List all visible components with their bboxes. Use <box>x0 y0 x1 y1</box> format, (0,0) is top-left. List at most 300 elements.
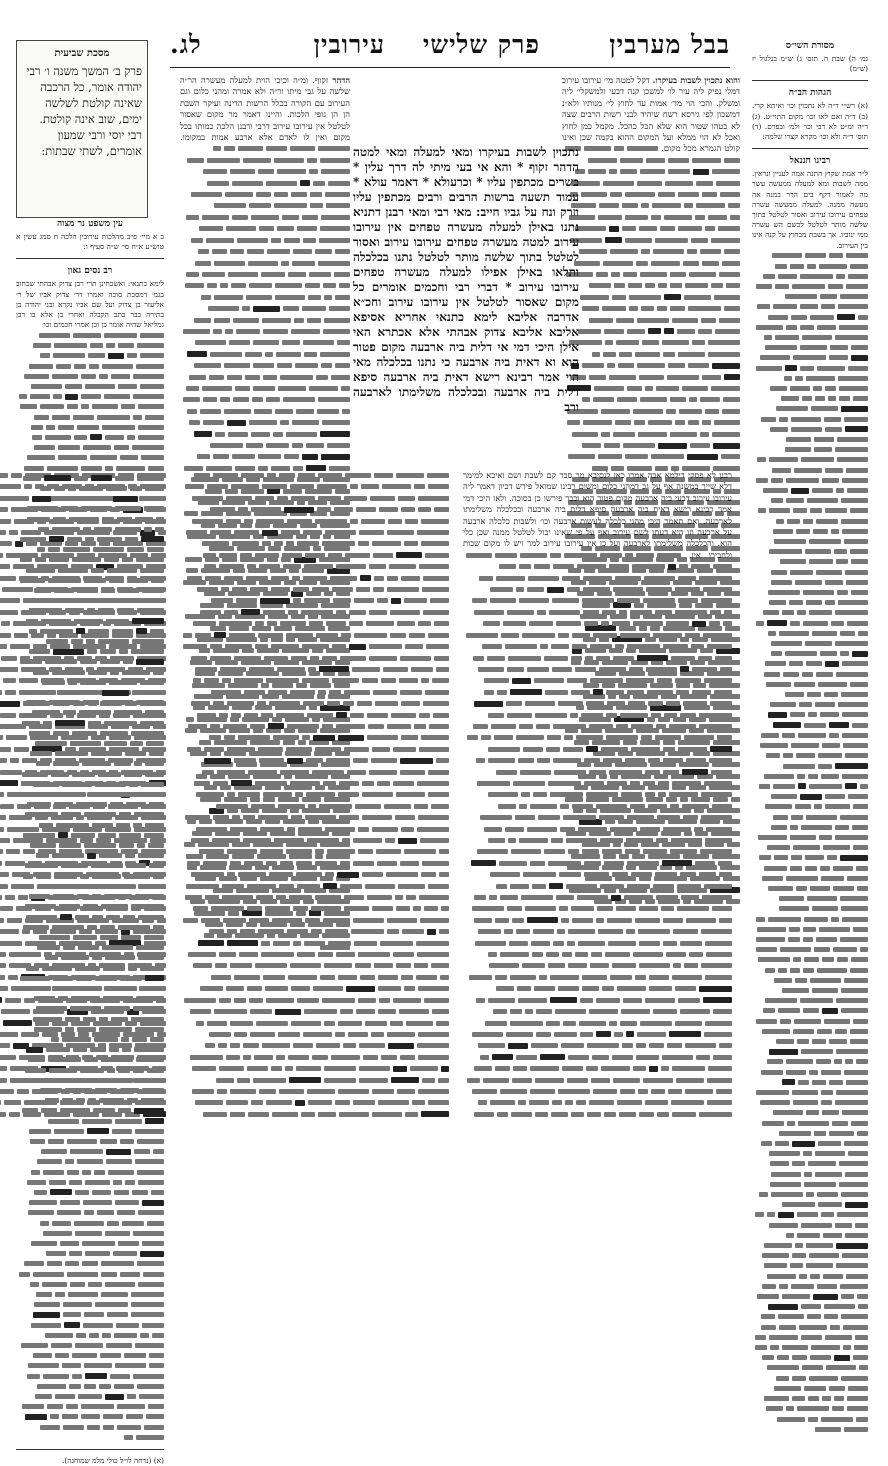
text-glyph-run <box>89 690 99 695</box>
text-glyph-run <box>309 386 338 391</box>
text-glyph-run <box>559 906 568 911</box>
text-glyph-run <box>246 295 272 300</box>
text-glyph-run <box>95 782 126 787</box>
text-glyph-run <box>70 741 101 746</box>
text-glyph-run <box>759 1192 768 1197</box>
text-glyph-run <box>151 578 164 583</box>
text-glyph-run <box>596 998 620 1003</box>
text-glyph-run <box>293 249 312 254</box>
text-glyph-run <box>821 1070 841 1075</box>
text-glyph-run <box>238 872 266 877</box>
text-glyph-run <box>567 1078 588 1083</box>
text-glyph-run <box>666 621 689 626</box>
text-glyph-run <box>649 1043 664 1048</box>
text-glyph-run <box>567 587 580 592</box>
rashi-text: זקוף. ומ״ה וכיכי הוית למעלה מעשרה הר״ה שלשה על גבי מיתו ור״ה ולא אמרה ומהני כלום וגם העירוב עם הקורה בכלל הרשות הדינה ועיקר השבת הן הן גופי הלכות. והיינו דאמר מר מקום שאסור לטלטל אין עירובו עירוב דרבי ורבנן הלכה כמותו בכל מקום ואין לו לאדם אלא ארבע אמות במקומו. <box>180 75 350 143</box>
text-glyph-run <box>689 272 716 277</box>
text-glyph-run <box>490 872 520 877</box>
text-glyph-run <box>790 825 798 830</box>
text-glyph-run <box>33 343 51 348</box>
text-glyph-run <box>145 823 164 828</box>
text-glyph-run <box>85 1180 110 1185</box>
text-glyph-run <box>297 226 317 231</box>
text-glyph-run <box>361 519 385 524</box>
text-glyph-run <box>125 537 138 542</box>
text-glyph-run <box>353 861 374 866</box>
text-glyph-run <box>64 1322 80 1328</box>
text-glyph-run <box>769 1223 798 1228</box>
text-glyph-run <box>309 272 331 277</box>
text-glyph-run <box>271 644 299 649</box>
text-glyph-run <box>101 588 115 593</box>
text-glyph-run <box>612 295 626 300</box>
text-glyph-run <box>108 884 136 889</box>
text-glyph-run <box>341 633 351 638</box>
text-glyph-run <box>649 1066 658 1072</box>
text-glyph-run <box>303 701 324 706</box>
text-glyph-run <box>616 724 628 729</box>
text-glyph-run <box>584 621 598 626</box>
text-glyph-run <box>356 587 370 592</box>
text-glyph-run <box>396 906 410 911</box>
text-glyph-run <box>224 576 243 581</box>
text-glyph-run <box>61 506 78 511</box>
text-glyph-run <box>804 723 826 728</box>
text-glyph-run <box>32 690 54 695</box>
text-glyph-run <box>639 941 660 946</box>
text-glyph-run <box>553 564 574 569</box>
text-glyph-run <box>77 894 89 899</box>
text-glyph-run <box>586 746 598 752</box>
text-glyph-run <box>265 352 273 357</box>
text-glyph-run <box>186 272 199 277</box>
text-glyph-run <box>215 432 225 437</box>
text-glyph-run <box>719 272 740 277</box>
text-glyph-run <box>664 294 681 300</box>
text-glyph-run <box>335 1032 345 1037</box>
text-glyph-run <box>683 701 707 706</box>
text-glyph-run <box>84 1363 112 1368</box>
text-glyph-run <box>758 957 790 962</box>
text-glyph-run <box>306 443 324 448</box>
text-glyph-run <box>797 774 805 779</box>
text-glyph-run <box>784 376 792 381</box>
text-glyph-run <box>552 598 579 603</box>
text-glyph-run <box>75 1343 103 1348</box>
text-glyph-run <box>761 1070 783 1075</box>
text-glyph-run <box>418 1055 449 1060</box>
text-glyph-run <box>638 1089 648 1094</box>
text-glyph-run <box>32 710 60 715</box>
text-glyph-run <box>640 1021 672 1026</box>
text-glyph-run <box>69 1251 82 1256</box>
text-glyph-run <box>519 724 533 729</box>
text-glyph-run <box>323 283 336 288</box>
text-glyph-run <box>846 1080 868 1085</box>
text-glyph-run <box>561 918 569 923</box>
text-glyph-run <box>829 733 839 738</box>
text-glyph-run <box>118 1068 130 1073</box>
text-glyph-run <box>721 454 740 459</box>
text-glyph-run <box>141 536 164 542</box>
text-glyph-run <box>670 849 697 854</box>
rashi-dibbur-hamatchil: הדהר <box>332 75 350 85</box>
text-glyph-run <box>207 484 228 489</box>
text-glyph-run <box>106 1159 132 1164</box>
text-glyph-run <box>119 649 128 654</box>
text-glyph-run <box>546 747 560 752</box>
text-glyph-run <box>135 517 153 522</box>
text-glyph-run <box>367 713 388 718</box>
text-glyph-run <box>421 519 449 524</box>
text-glyph-run <box>602 849 622 854</box>
text-glyph-run <box>248 770 277 775</box>
text-glyph-run <box>365 1021 387 1026</box>
text-glyph-run <box>91 751 122 756</box>
text-glyph-run <box>792 1161 805 1166</box>
text-glyph-run <box>847 1396 868 1401</box>
text-glyph-run <box>841 1192 868 1197</box>
text-glyph-run <box>249 998 263 1003</box>
text-glyph-run <box>860 947 868 952</box>
text-glyph-run <box>148 843 164 848</box>
text-glyph-run <box>710 701 732 706</box>
text-glyph-run <box>33 1353 52 1358</box>
text-glyph-run <box>657 678 672 683</box>
text-glyph-run <box>261 713 273 718</box>
text-glyph-run <box>558 701 583 706</box>
text-glyph-run <box>74 1221 104 1226</box>
divider <box>16 258 164 259</box>
text-glyph-run <box>801 1335 822 1340</box>
text-glyph-run <box>565 1100 573 1105</box>
text-glyph-run <box>141 496 164 501</box>
text-glyph-run <box>611 895 621 901</box>
text-glyph-run <box>829 722 849 728</box>
text-glyph-run <box>54 1129 84 1134</box>
text-glyph-run <box>788 937 800 942</box>
text-glyph-run <box>855 1223 868 1228</box>
text-glyph-run <box>694 827 703 832</box>
text-glyph-run <box>320 352 350 357</box>
text-glyph-run <box>106 343 115 348</box>
text-glyph-run <box>213 454 229 459</box>
text-glyph-run <box>406 895 416 900</box>
text-glyph-run <box>700 849 732 854</box>
text-glyph-run <box>302 306 326 311</box>
text-glyph-run <box>308 1100 332 1105</box>
text-glyph-run <box>480 1055 489 1060</box>
text-glyph-run <box>815 1151 845 1156</box>
text-glyph-run <box>193 678 201 683</box>
text-glyph-run <box>306 792 335 797</box>
text-glyph-run <box>193 963 212 968</box>
text-glyph-run <box>65 1017 80 1022</box>
text-glyph-run <box>53 761 79 766</box>
text-glyph-run <box>263 610 285 615</box>
text-glyph-run <box>27 1374 40 1379</box>
text-glyph-run <box>601 747 628 752</box>
text-glyph-run <box>768 631 776 636</box>
text-glyph-run <box>263 329 288 334</box>
text-glyph-run <box>271 238 281 243</box>
text-glyph-run <box>272 1112 298 1117</box>
text-glyph-run <box>472 598 487 603</box>
text-glyph-run <box>25 904 56 909</box>
text-glyph-run <box>604 443 620 448</box>
text-glyph-run <box>800 325 814 330</box>
text-glyph-run <box>249 667 274 672</box>
text-glyph-run <box>213 815 229 820</box>
text-glyph-run <box>194 431 212 437</box>
text-glyph-run <box>691 238 708 243</box>
text-glyph-run <box>835 447 868 452</box>
header-tractate: עירובין <box>313 30 385 59</box>
text-glyph-run <box>26 700 46 705</box>
text-glyph-run <box>81 1404 114 1409</box>
text-glyph-run <box>438 1078 449 1083</box>
text-glyph-run <box>255 644 268 649</box>
text-glyph-run <box>539 975 547 980</box>
text-glyph-run <box>630 781 640 786</box>
text-glyph-run <box>217 770 245 775</box>
text-glyph-run <box>850 508 868 513</box>
text-glyph-run <box>55 1394 75 1399</box>
text-glyph-run <box>95 496 110 501</box>
text-glyph-run <box>362 815 392 820</box>
text-glyph-run <box>601 409 630 414</box>
text-glyph-run <box>854 1345 868 1350</box>
text-glyph-run <box>136 996 164 1001</box>
text-glyph-run <box>102 945 133 950</box>
text-glyph-run <box>672 1066 705 1071</box>
text-glyph-run <box>571 656 582 661</box>
text-glyph-run <box>510 975 536 980</box>
text-glyph-run <box>324 295 332 300</box>
text-glyph-run <box>206 238 234 243</box>
text-glyph-run <box>105 1282 135 1287</box>
text-glyph-run <box>497 1112 508 1117</box>
text-glyph-run <box>99 374 108 379</box>
text-glyph-run <box>546 952 559 957</box>
text-glyph-run <box>97 415 130 420</box>
text-glyph-run <box>850 968 868 973</box>
text-glyph-run <box>424 998 449 1003</box>
text-glyph-run <box>348 1032 368 1037</box>
text-glyph-run <box>145 486 164 491</box>
text-glyph-run <box>699 576 732 581</box>
text-glyph-run <box>833 947 857 952</box>
text-glyph-run <box>360 975 375 980</box>
text-glyph-run <box>318 1112 336 1117</box>
text-glyph-run <box>216 1078 234 1083</box>
text-glyph-run <box>814 804 822 809</box>
text-glyph-run <box>88 721 101 726</box>
text-glyph-run <box>809 559 833 564</box>
text-glyph-run <box>25 863 58 868</box>
text-glyph-run <box>238 792 260 797</box>
text-glyph-run <box>23 476 41 481</box>
text-glyph-run <box>684 963 698 968</box>
text-glyph-run <box>405 519 418 524</box>
text-glyph-run <box>756 917 765 922</box>
text-glyph-run <box>707 1078 732 1083</box>
text-glyph-run <box>483 1078 509 1083</box>
text-glyph-run <box>358 952 390 957</box>
page-header <box>170 30 730 70</box>
text-glyph-run <box>38 884 61 889</box>
text-glyph-run <box>142 1241 164 1246</box>
text-glyph-run <box>418 507 431 512</box>
text-glyph-run <box>354 598 374 603</box>
text-glyph-run <box>286 633 313 638</box>
text-glyph-run <box>145 975 164 981</box>
text-glyph-run <box>700 397 720 402</box>
text-glyph-run <box>24 466 44 471</box>
text-glyph-run <box>40 353 50 358</box>
text-glyph-run <box>839 1161 868 1166</box>
text-glyph-run <box>488 952 497 957</box>
text-glyph-run <box>59 1078 91 1083</box>
text-glyph-run <box>51 1037 59 1042</box>
text-glyph-run <box>210 644 222 649</box>
text-glyph-run <box>121 1037 129 1042</box>
text-glyph-run <box>287 827 295 832</box>
text-glyph-run <box>668 363 685 368</box>
text-glyph-run <box>192 519 223 524</box>
text-glyph-run <box>320 431 350 437</box>
text-glyph-run <box>724 610 732 615</box>
text-glyph-run <box>434 507 449 512</box>
text-glyph-run <box>52 670 85 675</box>
text-glyph-run <box>56 364 71 369</box>
text-glyph-run <box>185 283 204 288</box>
text-glyph-run <box>129 782 138 787</box>
text-glyph-run <box>815 1427 841 1432</box>
text-glyph-run <box>76 1333 86 1338</box>
text-glyph-run <box>797 1233 820 1238</box>
text-glyph-run <box>816 937 837 942</box>
text-glyph-run <box>416 975 437 980</box>
text-glyph-run <box>474 1066 492 1071</box>
text-glyph-run <box>797 1406 829 1411</box>
text-glyph-run <box>521 895 553 900</box>
text-glyph-run <box>47 1261 62 1266</box>
text-glyph-run <box>824 1019 850 1024</box>
text-glyph-run <box>134 1108 164 1114</box>
text-glyph-run <box>265 986 288 991</box>
text-glyph-run <box>258 815 288 820</box>
text-glyph-run <box>27 455 55 460</box>
text-glyph-run <box>765 968 775 973</box>
text-glyph-run <box>554 770 586 775</box>
text-glyph-run <box>138 425 164 430</box>
text-glyph-run <box>213 329 222 334</box>
text-glyph-run <box>803 927 816 932</box>
text-glyph-run <box>253 306 280 312</box>
text-glyph-run <box>135 1027 164 1032</box>
text-glyph-run <box>840 651 849 656</box>
text-glyph-run <box>601 1066 630 1071</box>
text-glyph-run <box>71 833 95 838</box>
text-glyph-run <box>585 656 593 661</box>
text-glyph-run <box>153 670 164 675</box>
text-glyph-run <box>266 1100 292 1105</box>
text-glyph-run <box>779 417 788 422</box>
text-glyph-run <box>587 1043 619 1048</box>
text-glyph-run <box>802 396 812 401</box>
text-glyph-run <box>786 437 811 442</box>
text-glyph-run <box>70 1282 85 1287</box>
text-glyph-run <box>809 784 842 789</box>
text-glyph-run <box>108 1170 134 1175</box>
text-glyph-run <box>144 935 164 940</box>
text-glyph-run <box>633 952 663 957</box>
text-glyph-run <box>510 689 542 695</box>
text-glyph-run <box>680 713 696 718</box>
text-glyph-run <box>297 952 315 957</box>
text-glyph-run <box>432 1009 449 1014</box>
text-glyph-run <box>418 1089 449 1094</box>
text-glyph-run <box>786 1059 813 1064</box>
text-glyph-run <box>614 283 625 288</box>
text-glyph-run <box>850 682 868 687</box>
text-glyph-run <box>823 1274 843 1279</box>
text-glyph-run <box>531 1043 558 1048</box>
text-glyph-run <box>308 804 316 809</box>
text-glyph-run <box>374 576 384 581</box>
text-glyph-run <box>527 827 557 832</box>
text-glyph-run <box>835 1029 847 1034</box>
text-glyph-run <box>724 374 740 380</box>
text-glyph-run <box>110 1374 130 1379</box>
text-glyph-run <box>479 576 493 581</box>
text-glyph-run <box>120 1088 139 1093</box>
text-glyph-run <box>602 610 616 615</box>
text-glyph-run <box>33 1312 60 1318</box>
text-glyph-run <box>202 770 214 775</box>
text-glyph-run <box>133 415 142 420</box>
text-glyph-run <box>534 564 550 569</box>
text-glyph-run <box>478 667 504 672</box>
text-glyph-run <box>662 860 692 866</box>
text-glyph-run <box>439 849 449 854</box>
text-glyph-run <box>581 713 603 718</box>
text-glyph-run <box>213 146 221 151</box>
text-glyph-run <box>259 564 280 569</box>
text-glyph-run <box>307 158 317 163</box>
text-glyph-run <box>718 226 740 231</box>
text-glyph-run <box>227 849 257 854</box>
text-glyph-run <box>92 404 118 409</box>
text-glyph-run <box>273 735 299 740</box>
text-glyph-run <box>623 443 655 448</box>
text-glyph-run <box>186 884 219 889</box>
text-glyph-run <box>701 929 732 934</box>
text-glyph-run <box>622 203 638 208</box>
text-glyph-run <box>822 1396 831 1401</box>
text-glyph-run <box>344 496 367 501</box>
text-glyph-run <box>83 445 111 450</box>
text-glyph-run <box>138 915 164 920</box>
text-glyph-run <box>635 918 660 923</box>
text-glyph-run <box>669 724 696 729</box>
text-glyph-run <box>234 975 260 980</box>
text-glyph-run <box>782 988 809 993</box>
masoret-text: גמ׳ ה) שבת ה. תוס׳ ג) ש״מ בגלגול יז (ש״מ) <box>752 54 868 74</box>
text-glyph-run <box>88 629 109 634</box>
text-glyph-run <box>856 1417 868 1422</box>
